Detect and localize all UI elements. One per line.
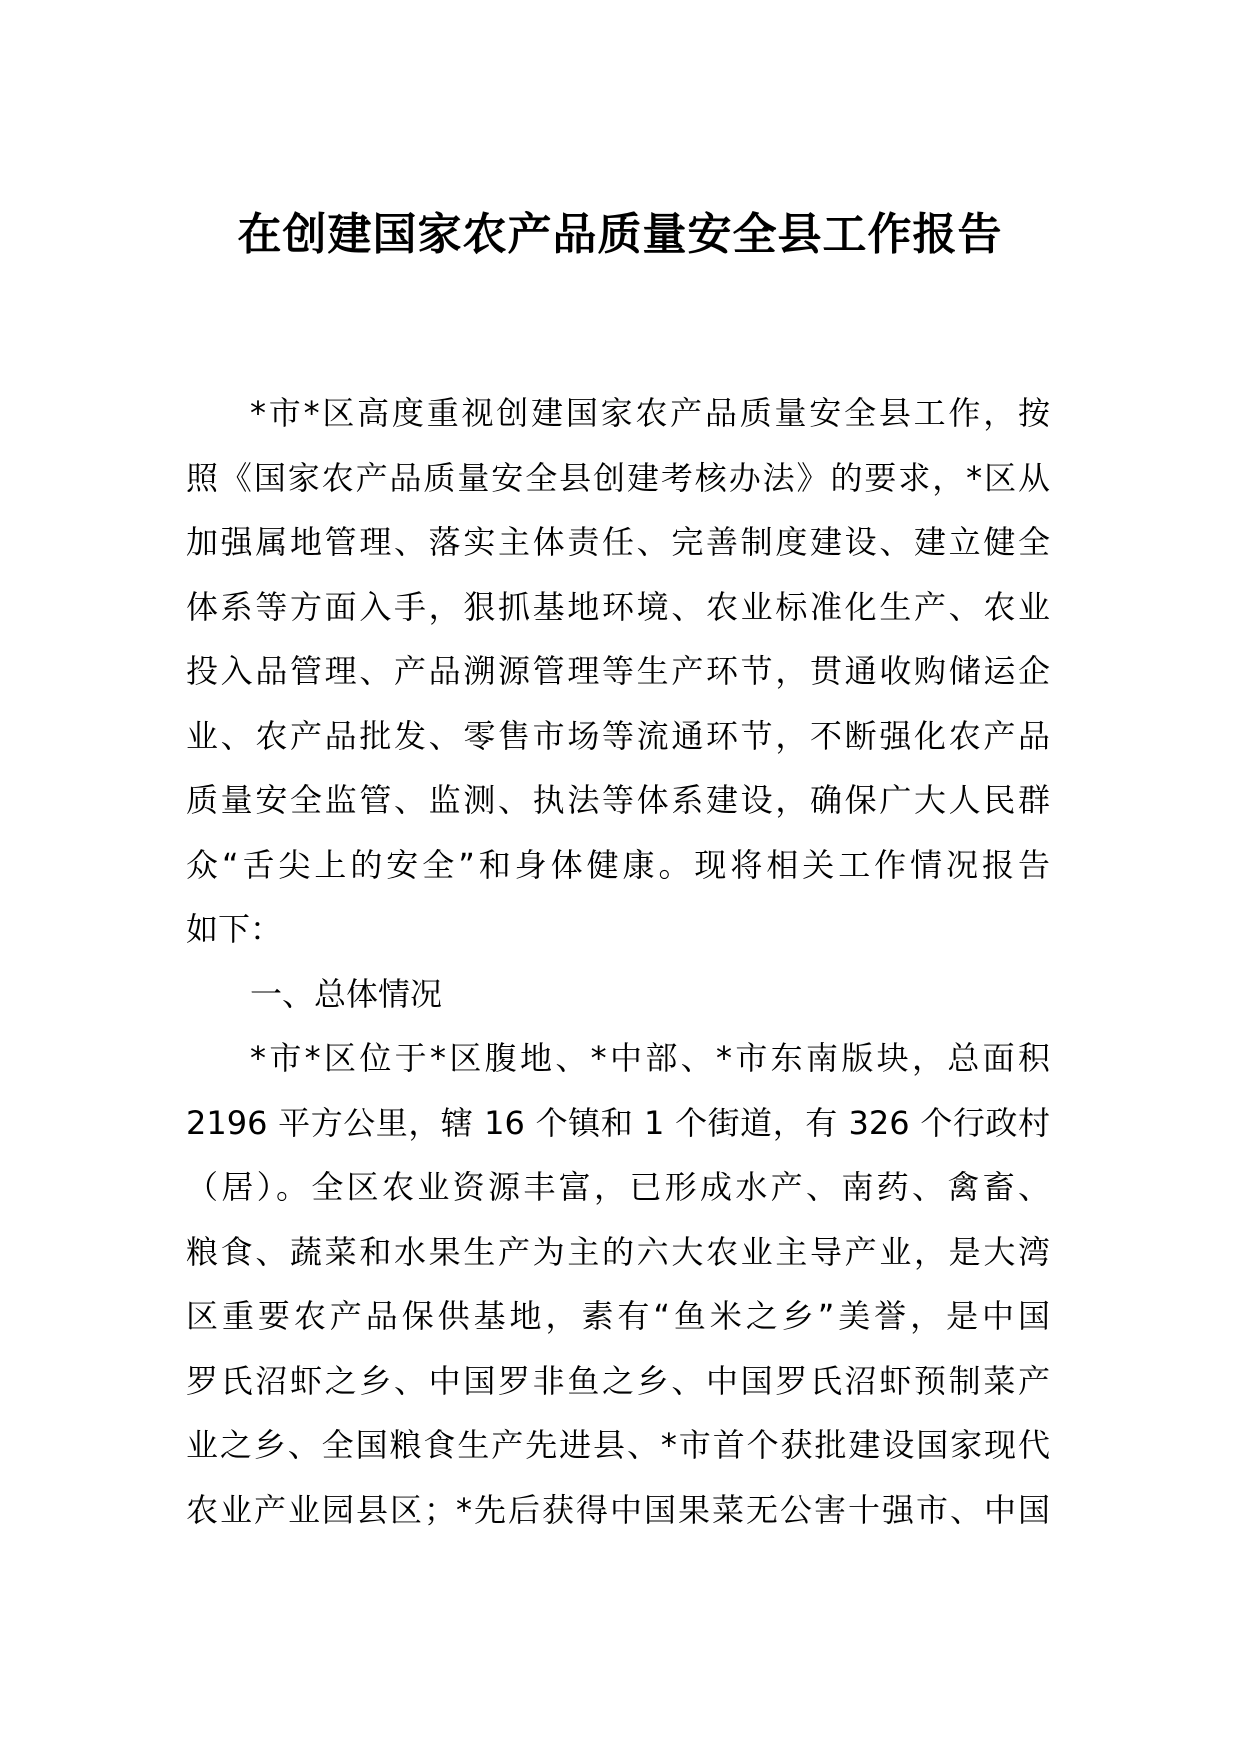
paragraph-line: *市*区高度重视创建国家农产品质量安全县工作，按	[250, 394, 1050, 432]
paragraph-line: 质量安全监管、监测、执法等体系建设，确保广大人民群	[186, 781, 1050, 819]
paragraph-line: 投入品管理、产品溯源管理等生产环节，贯通收购储运企	[186, 652, 1050, 690]
paragraph-line: 如下：	[186, 910, 283, 948]
paragraph-line: 业、农产品批发、零售市场等流通环节，不断强化农产品	[186, 716, 1050, 755]
paragraph-line: 罗氏沼虾之乡、中国罗非鱼之乡、中国罗氏沼虾预制菜产	[186, 1361, 1050, 1400]
paragraph-line: 区重要农产品保供基地，素有“鱼米之乡”美誉，是中国	[186, 1297, 1050, 1335]
paragraph-line: 业之乡、全国粮食生产先进县、*市首个获批建设国家现代	[186, 1426, 1050, 1464]
paragraph-line: 粮食、蔬菜和水果生产为主的六大农业主导产业，是大湾	[186, 1232, 1050, 1271]
paragraph-line: 体系等方面入手，狠抓基地环境、农业标准化生产、农业	[186, 587, 1050, 626]
paragraph-line: （居）。全区农业资源丰富，已形成水产、南药、禽畜、	[186, 1168, 1050, 1206]
paragraph-line: 加强属地管理、落实主体责任、完善制度建设、建立健全	[186, 523, 1050, 561]
paragraph-line: *市*区位于*区腹地、*中部、*市东南版块，总面积	[250, 1039, 1050, 1077]
section-heading: 一、总体情况	[250, 974, 443, 1013]
paragraph-line: 照《国家农产品质量安全县创建考核办法》的要求，*区从	[186, 458, 1050, 497]
document-title: 在创建国家农产品质量安全县工作报告	[237, 209, 1003, 260]
paragraph-line: 众“舌尖上的安全”和身体健康。现将相关工作情况报告	[186, 845, 1050, 884]
paragraph-line: 农业产业园县区；*先后获得中国果菜无公害十强市、中国	[186, 1490, 1050, 1529]
document-body	[186, 381, 1050, 1542]
paragraph-line: 2196 平方公里，辖 16 个镇和 1 个街道，有 326 个行政村	[186, 1103, 1050, 1142]
